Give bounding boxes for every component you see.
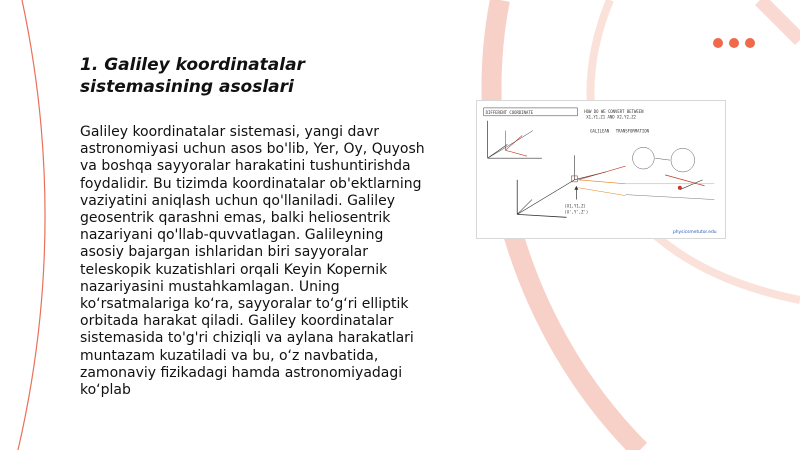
coordinate-diagram-image — [476, 100, 726, 239]
sub-right: TRANSFORMATION — [615, 128, 649, 134]
watermark: physicsmetutor.edu — [672, 230, 717, 236]
slide-title: 1. Galiley koordinatalar sistemasining asoslari — [80, 55, 305, 97]
dot — [745, 38, 755, 48]
header-left: DIFFERENT COORDINATE — [485, 109, 534, 115]
dot — [713, 38, 723, 48]
sub-left: GALILEAN — [590, 128, 610, 134]
galilean-transformation-diagram — [477, 101, 725, 238]
point-label-2: (X',Y',Z') — [564, 209, 589, 215]
dot — [729, 38, 739, 48]
header-right: HOW DO WE CONVERT BETWEEN — [584, 108, 644, 114]
slide-body-text: Galiley koordinatalar sistemasi, yangi davr astronomiyasi uchun asos bo'lib, Yer, Oy, Quyosh va boshqa sayyoralar harakatini tushuntirishda foydalidir. Bu tizimda koordinatalar ob'ektlarning vaziyatini aniqlash uchun qo'llaniladi. Galiley geosentrik qarashni emas, balki heliosentrik nazariyani qo'llab-quvvatlagan. Galileyning asosiy bajargan ishlaridan biri sayyoralar teleskopik kuzatishlari orqali Keyin Kopernik nazariyasini mustahkamlagan. Uning ko‘rsatmalariga ko‘ra, sayyoralar to‘g‘ri elliptik orbitada harakat qiladi. Galiley koordinatalar sistemasida to'g'ri chiziqli va aylana harakatlari muntazam kuzatiladi va bu, o‘z navbatida, zamonaviy fizikadagi hamda astronomiyadagi ko‘plab — [80, 124, 425, 399]
header-right-2: X1,Y1,Z1 AND X2,Y2,Z2 — [586, 114, 637, 120]
menu-dots-icon[interactable] — [713, 38, 755, 48]
point-label-1: (X1,Y1,Z) — [564, 203, 586, 209]
